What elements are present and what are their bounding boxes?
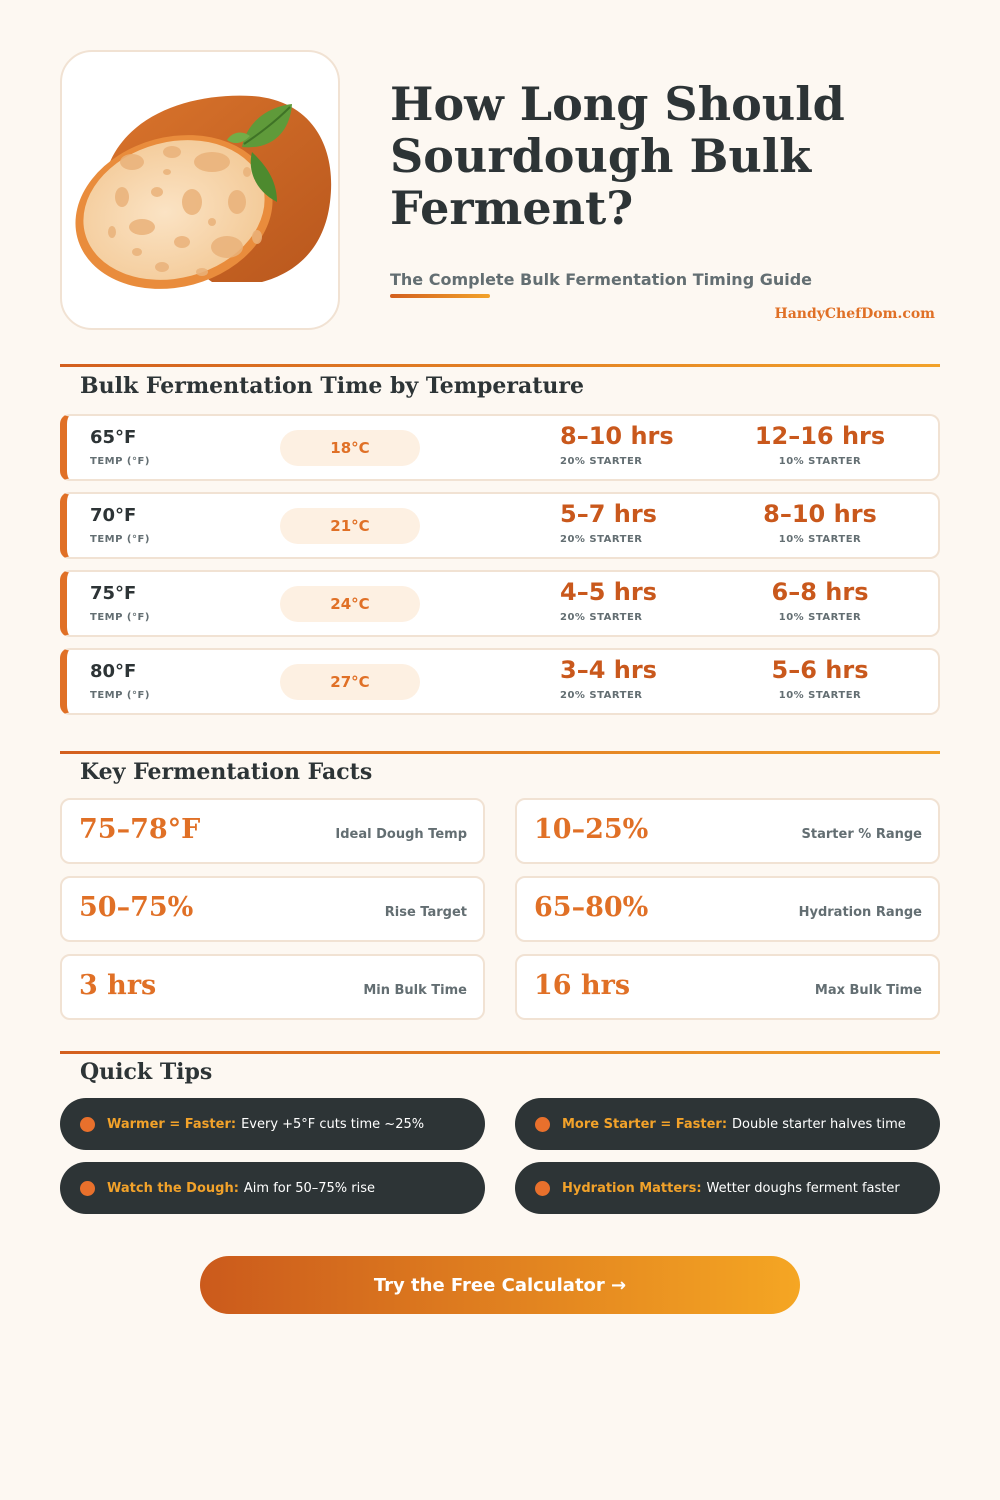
tip-heading: Warmer = Faster:: [107, 1116, 237, 1132]
fact-value: 50–75%: [79, 892, 194, 923]
temp-fahrenheit-label: TEMP (°F): [90, 690, 150, 701]
fact-card: [60, 798, 485, 864]
label-10-starter: 10% STARTER: [778, 456, 862, 467]
bread-illustration-card: [60, 50, 340, 330]
temp-fahrenheit-label: TEMP (°F): [90, 534, 150, 545]
temp-fahrenheit: 75°F: [90, 583, 137, 604]
page-title: How Long Should Sourdough Bulk Ferment?: [390, 77, 845, 235]
bullet-dot-icon: [80, 1117, 95, 1132]
time-10-starter: 8–10 hrs: [763, 500, 877, 528]
fact-label: Max Bulk Time: [814, 983, 922, 998]
tip-pill: [515, 1162, 940, 1214]
fact-value: 65–80%: [534, 892, 649, 923]
tip-text: Every +5°F cuts time ~25%: [241, 1116, 425, 1132]
tip-heading: More Starter = Faster:: [562, 1116, 728, 1132]
temperature-section-title: Bulk Fermentation Time by Temperature: [80, 373, 584, 399]
time-10-starter: 12–16 hrs: [754, 422, 886, 450]
temperature-row: [60, 648, 940, 715]
tip-pill: [515, 1098, 940, 1150]
temp-fahrenheit-label: TEMP (°F): [90, 612, 150, 623]
label-20-starter: 20% STARTER: [560, 456, 643, 467]
fact-card: [515, 798, 940, 864]
temperature-row: [60, 414, 940, 481]
bullet-dot-icon: [535, 1117, 550, 1132]
label-20-starter: 20% STARTER: [560, 612, 643, 623]
fact-value: 75–78°F: [79, 814, 201, 845]
tip-heading: Watch the Dough:: [107, 1180, 239, 1196]
fact-value: 3 hrs: [79, 970, 157, 1001]
time-10-starter: 6–8 hrs: [771, 578, 869, 606]
temp-fahrenheit: 70°F: [90, 505, 137, 526]
try-calculator-button[interactable]: Try the Free Calculator →: [200, 1256, 800, 1314]
bullet-dot-icon: [80, 1181, 95, 1196]
tip-text: Double starter halves time: [732, 1116, 906, 1132]
fact-value: 10–25%: [534, 814, 649, 845]
tip-pill: [60, 1098, 485, 1150]
fact-card: [60, 876, 485, 942]
temp-fahrenheit-label: TEMP (°F): [90, 456, 150, 467]
fact-value: 16 hrs: [534, 970, 631, 1001]
page-subtitle: The Complete Bulk Fermentation Timing Guide: [390, 270, 813, 289]
label-20-starter: 20% STARTER: [560, 534, 643, 545]
temperature-row: [60, 570, 940, 637]
bullet-dot-icon: [535, 1181, 550, 1196]
tip-text: Aim for 50–75% rise: [243, 1180, 376, 1196]
fact-label: Hydration Range: [798, 905, 922, 920]
label-10-starter: 10% STARTER: [778, 612, 862, 623]
section-divider: [60, 751, 940, 754]
temp-fahrenheit: 80°F: [90, 661, 137, 682]
tip-pill: [60, 1162, 485, 1214]
temp-celsius-badge: 24°C: [280, 586, 420, 622]
fact-card: [515, 954, 940, 1020]
temp-celsius-badge: 21°C: [280, 508, 420, 544]
temp-fahrenheit: 65°F: [90, 427, 137, 448]
fact-label: Starter % Range: [801, 827, 922, 842]
tip-heading: Hydration Matters:: [562, 1180, 702, 1196]
fact-card: [60, 954, 485, 1020]
label-10-starter: 10% STARTER: [778, 690, 862, 701]
subtitle-underline: [390, 294, 490, 298]
time-10-starter: 5–6 hrs: [771, 656, 869, 684]
fact-card: [515, 876, 940, 942]
sourdough-bread-loaf-icon: [62, 52, 340, 330]
section-divider: [60, 364, 940, 367]
label-20-starter: 20% STARTER: [560, 690, 643, 701]
fact-label: Rise Target: [384, 905, 467, 920]
tips-section-title: Quick Tips: [80, 1059, 213, 1085]
facts-section-title: Key Fermentation Facts: [80, 759, 373, 785]
temperature-row: [60, 492, 940, 559]
time-20-starter: 5–7 hrs: [560, 500, 657, 528]
brand-link[interactable]: HandyChefDom.com: [774, 306, 935, 322]
temp-celsius-badge: 18°C: [280, 430, 420, 466]
tip-text: Wetter doughs ferment faster: [706, 1180, 900, 1196]
fact-label: Min Bulk Time: [363, 983, 467, 998]
time-20-starter: 3–4 hrs: [560, 656, 657, 684]
fact-label: Ideal Dough Temp: [335, 827, 467, 842]
time-20-starter: 4–5 hrs: [560, 578, 657, 606]
section-divider: [60, 1051, 940, 1054]
time-20-starter: 8–10 hrs: [560, 422, 674, 450]
label-10-starter: 10% STARTER: [778, 534, 862, 545]
temp-celsius-badge: 27°C: [280, 664, 420, 700]
